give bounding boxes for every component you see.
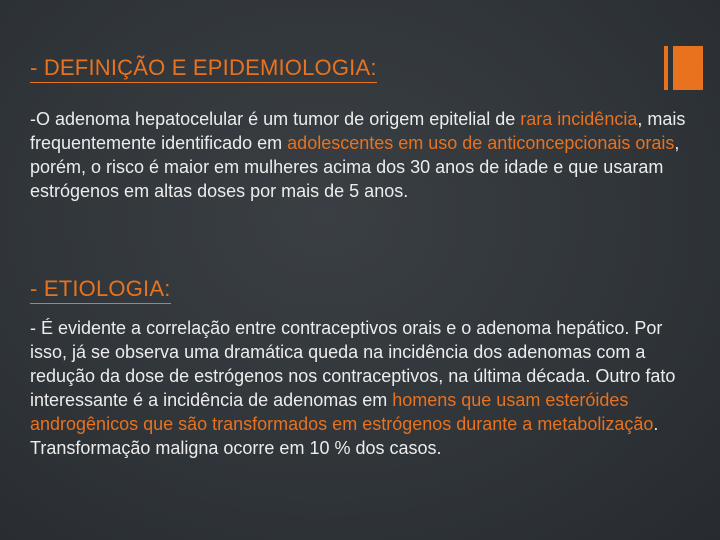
paragraph-definicao bbox=[30, 107, 700, 203]
text-segment: - É evidente a correlação entre contraceptivos orais e o adenoma hepático. Por isso, já se observa uma dramática queda na incidência dos adenomas com a redução da dose de estrógenos nos contraceptivos, na última década. Outro fato interessante é a incidência de adenomas em bbox=[30, 318, 676, 410]
paragraph-etiologia bbox=[30, 316, 700, 460]
text-segment: , porém, o risco é maior em mulheres acima dos 30 anos de idade e que usaram estrógenos em altas doses por mais de 5 anos. bbox=[30, 133, 680, 201]
heading-definicao-epidemiologia: - DEFINIÇÃO E EPIDEMIOLOGIA: bbox=[30, 55, 377, 83]
accent-thick-bar bbox=[673, 46, 703, 90]
highlight-rara-incidencia: rara incidência bbox=[520, 109, 638, 129]
text-segment: -O adenoma hepatocelular é um tumor de origem epitelial de bbox=[30, 109, 521, 129]
text-segment: . Transformação maligna ocorre em 10 % dos casos. bbox=[30, 414, 659, 458]
accent-thin-bar bbox=[664, 46, 668, 90]
highlight-homens-esteroides: homens que usam esteróides androgênicos que são transformados em estrógenos durante a metabolização bbox=[30, 390, 654, 434]
text-segment: , mais frequentemente identificado em bbox=[30, 109, 686, 153]
highlight-adolescentes: adolescentes em uso de anticoncepcionais orais bbox=[287, 133, 675, 153]
heading-etiologia: - ETIOLOGIA: bbox=[30, 276, 171, 304]
